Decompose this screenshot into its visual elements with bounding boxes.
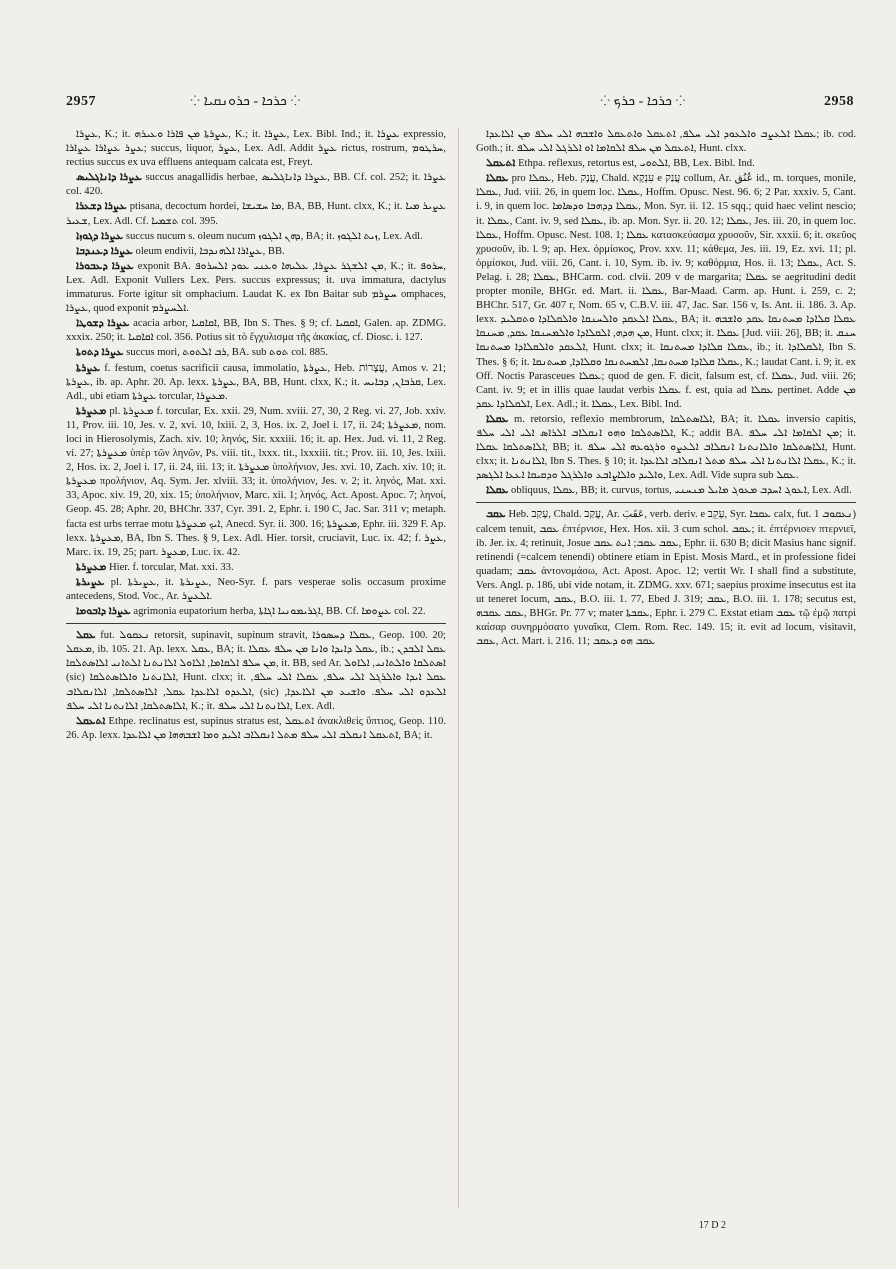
dictionary-entry — [476, 128, 856, 156]
dictionary-entry — [66, 576, 446, 604]
entry-text: exponit BA. ܡܢ ܐܠܫܓܪ ܥܨܪܐ, ܥܠܝܗܐ ܘܥܢܝ ܥܘܕ ܐܠܚܪܘܦ, K.; it. ܚܪܘܦ, Lex. Adl. Exponit Vullers Lex. Pers. succus expressus; it. uva immatura, dactylus immaturus. Forte igitur sit omphacium. Laudat K. ex Ibn Baitar sub ܚܨܪܡ omphaces, ܥܨܪܐ, quod exponit ܐܠܚܨܪܡ. — [66, 260, 446, 315]
left-page-number: 2957 — [66, 94, 96, 109]
entry-text: Hier. f. torcular, Mat. xxi. 33. — [109, 561, 234, 573]
page-header — [60, 92, 856, 118]
entry-text: succus anagallidis herbae, ܥܨܪܐ ܕܐܢܐܓܠܝܣ, BB. Cf. col. 252; it. ܥܨܪܐ col. 420. — [66, 172, 446, 198]
dictionary-entry — [66, 260, 446, 316]
dictionary-entry — [476, 172, 856, 412]
entry-text: pro ܥܩܠܐ, Heb. עֲנָק, Chald. עִנְקָא e עֲנַק collum, Ar. عُنُق id., m. torques, monile, ܥܩܠܐ, Jud. viii. 26, in quem loc. ܥܩܠܐ, Hoffm. Opusc. Nest. 96. 6; 2 Par. xxxiv. 5, Cant. i. 9, in quem loc. ܥܩܠܐ ܕܕܗܒܐ ܘܕܣܐܡܐ, Mon. Syr. ii. 12. 15 sqq.; quid haec velint nescio; it. ܥܩܠܐ, Cant. iv. 9, sed ܥܩܠܐ, ib. ap. Mon. Syr. ii. 20. 12; ܥܩܠܐ, Jes. iii. 20, in quem loc. ܥܩܠܐ, Hoffm. Opusc. Nest. 108. 1; ܥܩܠܐ κατασκεύασμα χρυσοῦν, Sir. xxxii. 6; it. σκεῦος χρυσοῦν, ib. l. 9; ap. Hex. ὁρμίσκος, Prov. xxv. 11; κάθεμα, Jes. iii. 19, Ez. xvi. 11; pl. ὁρμίσκοι, Jud. viii. 26, Cant. i. 10, Sym. ib. iv. 9; καθόρμια, Hos. ii. 13; ܥܩܠܐ, Act. S. Pelag. i. 28; ܥܩܠܐ, BHCarm. cod. clvii. 209 v de margarita; ܥܩܠܐ se aegritudini dedit propter monile, BHGr. ed. Mart. ii. ܥܩܠܐ, Bar-Maad. Carm. ap. Hunt. i. 259, c. 2; BHChr. 517, Gr. 407 r, Nom. 65 v, C.B.V. iii. 47, Jac. Sar. 156 v, Is. Ant. ii. 186. 3. Ap. lexx. ܥܩܠܐ ܐܠܥܩܕ ܘܐܠܚܢܩܐ ܘܐܠܩܠܐܕܐ ܘܬܩܠܝܕ, BA; it. ܥܩܠܐ ܩܠܐܕܐ ܡܚܬܢܩܐ ܥܩܕ ܘܐܫܒܗ ܡܢ ܗܕܗ, ܐܠܩܠܐܕܐ ܘܐܠܡܚܢܩܐ ܥܩܕ, ܡܚܢܩܐ, Hunt. clxx; it. ܥܩܠܐ [Jud. viii. 26], BB; it. ܚܢܩ ܐܠܥܩܕ ܘܐܠܩܠܐܕܐ ܡܚܬܢܩܐ, Hunt. clxx; it. ܥܩܠܐ ܩܠܐܕܐ ܡܚܬܢܩܐ, ib.; it. ܐܠܩܠܐܕܐ, Ibn S. Thes. § 6; it. ܥܩܠܐ ܩܠܐܕܐ ܡܚܬܢܩܐ, ܐܠܡܚܬܢܩܐ ܘܩܠܐܕܐ, ܡܚܬܢܩܐ, K.; laudat Cant. i. 9; it. ex Off. Noctis Parasceues ܥܩܠܐ; quod de gen. F. dicit, falsum est, cf. ܥܩܠܐ, Jud. viii. 26; Cant. iv. 9; et in illis quae laudat verbis ܥܩܠܐ f. est, quia ad ܥܩܠܐ pertinet. Adde ܡܢ ܐܠܩܠܐܕܐ ܥܩܕ, Lex. Adl.; it. ܥܩܠܐ, Lex. Bibl. Ind. — [476, 173, 856, 410]
entry-text: m. retorsio, reflexio membrorum, ܐܠܐܣܬܠܩܐ, BA; it. ܥܩܠܐ inversio capitis, ܐܠܐܣܬܠܩܐ ܘܗܘ ܐܢܩܠܐܒ ܐܠܪܐܣ ܐܠܝ ܐܠܝ ܚܠܦ, K.; addit BA. ܡܢ ܐܠܩܐܡܐ ܐܠܝ ܚܠܦ; it. ܐܠܐܣܬܠܩܐ ܥܩܠܐ, BB; it. ܐܠܐܣܬܠܩܐ ܘܐܠܐܢܬܢܐ ܐܢܩܠܐܒ ܐܠܥܨܘ ܘܪܓܘܥܗ ܐܠܝ ܚܠܦ, Hunt. clxx; it. ܐܠܐܢܬܢܐ, Ibn S. Thes. § 10; it. ܥܩܠܐ ܐܠܐܢܬܢܐ ܐܠܝ ܚܠܦ ܡܬܠ ܐܢܩܠܐܒ ܐܠܐܥܕܐ, K.; it. ܘܐܠܝܕ ܘܐܠܐܨܐܒܥ ܘܐܠܪܓܠ ܘܕܩܝܩܐ ܐܥܥܐ ܐܠܓܣܕ, Lex. Adl. Vide supra sub ܥܩܠ. — [476, 413, 856, 482]
entry-lemma: ܥܩܠ — [76, 630, 96, 642]
entry-text: f. festum, coetus sacrificii causa, immolatio, ܥܨܪܬܐ, Heb. עֲצָרוֹת, Amos v. 21; ܥܨܪܬܐ, ib. ap. Aphr. 20. Ap. lexx. ܥܨܪܬܐ, BA, BB, Hunt. clxx, K.; it. ܩܪܒܐܢ, ܕܒܐܝܚ, Lex. Adl., ubi etiam ܥܨܪܬܐ torcular, ܡܥܨܪܐ. — [66, 362, 446, 402]
entry-lemma: ܥܨܪܐ ܕܥܢܕܒܐ — [76, 245, 133, 257]
section-rule — [66, 623, 446, 624]
dictionary-entry — [66, 561, 446, 575]
entry-text: ܥܩܠܐ ܐܠܥܨܒ ܘܐܠܥܘܕ ܐܠܝ ܚܠܦ, ܐܬܥܩܠ ܘܐܬܥܩܠ ܘܐܫܒܗ ܐܠܝ ܚܠܦ ܡܢ ܐܠܐܥܕܐ; ib. cod. Goth.; it. ܐܬܥܩܠ ܡܢ ܚܠܦ ܐܠܩܐܡܐ ܐܘ ܐܠܪܓܠ ܐܠܝ ܚܠܦ, Hunt. clxx. — [476, 129, 856, 155]
entry-lemma: ܐܬܥܩܠ — [486, 158, 516, 170]
entry-lemma: ܡܥܨܪܬܐ — [76, 561, 107, 573]
entry-text: pl. ܡܥܨܪܬܐ f. torcular, Ex. xxii. 29, Num. xviii. 27, 30, 2 Reg. vi. 27, Job. xxiv. 11, Prov. iii. 10, Jes. v. 2, xvi. 10, lxiii. 2, 3, Hos. ix. 2, Joel i. 17, ii. 24; ܡܥܨܪܬܐ, nom. loci in Hierosolymis, Zach. xiv. 10; ληνός, Sir. xxxiii. 16; it. ap. Hex. Jud. vi. 11, 2 Reg. vi. 27; ܡܥܨܪܬܐ ὑπὲρ τῶν ληνῶν, Ps. viii. tit., lxxx. tit., lxxxiii. tit.; Prov. iii. 10, Jes. lxiii. 2, Hos. ix. 2, Joel i. 17, ii. 24, iii. 13; it. ܡܥܨܪܬܐ ὑπολήνιον, Jes. xvi. 10, Zach. xiv. 10; it. ܡܥܨܪܬܐ προλήνιον, Aq. Sym. Jer. xlviii. 33; it. ὑπολήνιον, Jes. v. 2; it. ληνός, Mat. xxi. 33, Apoc. xiv. 19, 20, xix. 15; ὑπολήνιον, Marc. xii. 1; ληνός, Act. Apost. Apoc. 7; ληνοί, Geop. 45. 28; Aphr. 20, BHChr. 337, Cyr. 391. 2, Ephr. i. 190 C, Jac. Sar. 311 v; metaph. facta est urbs terrae motu ܐܝܟ ܡܥܨܪܬܐ, Anecd. Syr. ii. 300. 16; ܡܥܨܪܬܐ, Ephr. iii. 329 F. Ap. lexx. ܡܥܨܪܬܐ, BA, Ibn S. Thes. § 9, Lex. Adl. Hier. torsit, cruciavit, Luc. ix. 42; f. ܥܨܪ, Marc. ix. 19, 25; part. ܡܥܨܪ, Luc. ix. 42. — [66, 405, 446, 558]
right-column — [476, 128, 856, 1218]
right-page-number: 2958 — [824, 94, 854, 109]
dictionary-entry — [476, 413, 856, 483]
entry-text: agrimonia eupatorium herba, ܐܓܪܝܡܘܢܝܐ ܐܓܐܬܐ, BB. Cf. ܥܨܘܡܐ col. 22. — [133, 606, 426, 618]
entry-lemma: ܥܨܪܐ ܕܐܒܘܡܐ — [76, 606, 131, 618]
dictionary-entry — [66, 405, 446, 560]
entry-text: succus nucum s. oleum nucum ܕܗܢ ܐܠܓܘܙ, BA; it. ܙܝܬ ܐܠܓܘܙ, Lex. Adl. — [125, 230, 423, 242]
dictionary-entry — [66, 346, 446, 360]
entry-lemma: ܥܨܪܐ ܕܫܥܪܐ — [76, 201, 127, 213]
dictionary-entry — [66, 230, 446, 244]
entry-text: fut. ܢܥܩܘܠ retorsit, supinavit, supinum stravit, ܥܩܠܐ ܕܚܣܘܪܐ, Geop. 100. 20; ܡܥܩܠ, ib. 105. 21. Ap. lexx. ܥܩܠ, BA; it. ܥܩܠ ܕܐܝܕܐ ܘܐܢܐ ܡܢ ܚܠܦ ܥܩܠܐ, ib.; ܥܩܠ ܐܠܒܕܢ ܡܢ ܚܠܦ ܐܠܩܐܡܐ, ܐܠܐܘܠ ܐܠܐܢܬܢܐ ܐܠܬܐܢܝ ܐܠܐܣܬܠܩܐ, it. BB, sed Ar. ܐܣܬܠܩܐ ܘܐܠܬܐܢܝ, ܐܠܐܘܠ (sic) ܐܠܐܢܬܢܐ ܘܐܠܐܣܬܠܩܐ, Hunt. clxx; it. ܥܩܠ ܐܝܕܐ ܘܐܠܪܓܠ ܐܠܝ ܚܠܦ, ܥܩܠܐ ܐܠܝ ܚܠܦ, ܐܠܥܕܘ ܐܠܐܥܕܐ ܥܩܠ, ܐܠܐܣܬܠܩܐ, ܐܠܐܢܩܠܐܒ, (sic) ܐܠܥܕܘ ܐܠܝ ܚܠܦ. ܘܐܫܝܥ ܡܢ ܐܠܐܥܕܐ, ܐܠܐܣܬܠܩܐ, ܐܠܐܢܬܢܐ ܐܠܝ ܚܠܦ, K.; it. ܐܠܐܢܬܢܐ ܐܠܝ ܚܠܦ, Lex. Adl. — [66, 630, 446, 712]
dictionary-entry — [66, 605, 446, 619]
dictionary-entry — [66, 245, 446, 259]
entry-lemma: ܥܨܪܬܐ — [76, 362, 101, 374]
column-divider — [458, 128, 459, 1208]
entry-lemma: ܥܨܪܐ ܕܫܘܛܐ — [76, 318, 130, 330]
dictionary-entry — [66, 200, 446, 228]
dictionary-entry — [66, 317, 446, 345]
dictionary-entry — [66, 128, 446, 170]
entry-text: obliquus, ܥܩܠܐ, BB; it. curvus, tortus, ܐܥܘܓ ܐܚܕܒ ܡܥܘܓ ܡܐܝܠ ܡܢܚܢܝ, Lex. Adl. — [511, 485, 852, 497]
dictionary-entry — [66, 629, 446, 714]
dictionary-entry — [476, 484, 856, 498]
dictionary-entry — [476, 157, 856, 171]
dictionary-entry — [66, 362, 446, 404]
right-running-head: ⁘ ܟܪܟܐ - ܟܪܟ ⁘ — [600, 94, 686, 109]
entry-text: ܥܨܪܐ, K.; it. ܥܨܪܬܐ ܡܢ ܦܐܪܐ ܘܥܝܪܗ, K.; it. ܥܨܪܐ, Lex. Bibl. Ind.; it. ܥܨܪܐ expressio, ܥܨܪ ܥܨܐܪܐ ܥܨܐܪܐ; succus, liquor, ܥܨܪ, Lex. Adl. Addit ܥܨܪ rictus, rostrum, ܚܪܛܘܡ, rectius succus ex uva effluens antequam calcata est, Freyt. — [66, 129, 446, 169]
section-rule — [476, 502, 856, 503]
entry-lemma: ܡܥܨܪܬܐ — [76, 405, 107, 417]
entry-text: oleum endivii, ܥܨܐܪܐ ܐܠܗܢܕܒܐ, BB. — [135, 245, 285, 257]
dictionary-entry — [66, 715, 446, 743]
entry-lemma: ܥܨܪܐ ܕܓܘܙܐ — [76, 230, 124, 242]
dictionary-entry — [66, 171, 446, 199]
entry-lemma: ܥܨܪܐ ܕܐܢܐܓܠܝܣ — [76, 172, 142, 184]
entry-lemma: ܥܨܪܐ ܕܥܒܘܪܐ — [76, 260, 134, 272]
entry-lemma: ܥܩܒ — [486, 509, 506, 521]
entry-text: Heb. עָקַב, Chald. עֲקַב, Ar. عَقَبَ, verb. deriv. e עָקֵב, Syr. ܥܩܒܐ calx, fut. ܢܥܩܘܒ 1) calcem tenuit, ܥܩܒ ἐπτέρνισε, Hex. Hos. xii. 3 cum schol. ܥܩܒ; it. ἐπτέρνισεν πτερνιεῖ, ib. Jer. ix. 4; retinuit, Josue ܥܩܒ ܥܩܒ; ܐܢܬ ܥܩܒ, Ephr. ii. 630 B; dicit Masius hanc signif. retinendi (=calcem tenendi) obtinere etiam in Epist. Mosis Mard., et in professione fidei quadam; ܥܩܒ ἀντονομάσω, Act. Apost. Apoc. 12; vertit Wr. I shall find a substitute, Vers. Angl. p. 186, ubi vide notam, it. ZDMG. xxv. 671; saepius proxime insecutus est ita ut teneret locum, ܥܩܒ, B.O. iii. 1. 77, Ebed J. 319; ܥܩܒ, B.O. iii. 1. 178; secutus est, ܥܩܒ ܥܩܒܗ, BHGr. Pr. 77 v; mater ܥܩܒܬܐ, Ephr. i. 279 C. Exstat etiam ܥܩܒ τῷ ἐμῷ πατρὶ καίσαρ συνηρμόσατο γυναῖκα, Clem. Rom. Rec. 149. 15; it. evit ad locum, visitavit, ܥܩܒ, Act. Mart. i. 216. 11; ܥܩܒ ܗܘ ܕܥܩܒ — [476, 509, 856, 648]
entry-text: Ethpa. reflexus, retortus est, ܐܠܬܘܝ, BB, Lex. Bibl. Ind. — [518, 158, 755, 170]
entry-lemma: ܥܨܪܐ ܕܬܘܬܐ — [76, 347, 124, 359]
entry-lemma: ܥܩܠܐ — [486, 413, 509, 425]
entry-lemma: ܥܩܠܐ — [486, 173, 509, 185]
entry-text: acacia arbor, ܐܩܐܩܝܐ, BB, Ibn S. Thes. § 9; cf. ܐܩܩܝܐ, Galen. ap. ZDMG. xxxix. 250; it. ܐܩܐܩܝܐ col. 356. Potius sit τὸ ἔγχυλισμα τῆς ἀκακίας, cf. Diosc. i. 127. — [66, 318, 446, 344]
left-running-head: ⁘ ܟܪܟܐ - ܟܪܘܢܩܝܐ ⁘ — [190, 94, 301, 109]
dictionary-entry — [476, 508, 856, 649]
entry-lemma: ܥܩܠܐ — [486, 485, 509, 497]
entry-text: pl. ܥܨܝܪܬܐ, it. ܥܨܝܪܬܐ, Neo-Syr. f. pars vesperae solis occasum proxime antecedens, Stod. Voc., Ar. ܐܠܥܨܪ. — [66, 576, 446, 602]
entry-lemma: ܥܨܝܪܬܐ — [76, 576, 105, 588]
entry-lemma: ܐܬܥܩܠ — [76, 715, 106, 727]
entry-text: ptisana, decoctum hordei, ܡܐ ܚܫܝܫܐ, BA, BB, Hunt. clxx, K.; it. ܥܨܝܪ ܡܝܐ ܫܥܝܪ, Lex. Adl. Cf. ܬܫܡܝܐ col. 395. — [66, 201, 446, 227]
signature-mark: 17 D 2 — [698, 1220, 726, 1231]
left-column — [66, 128, 446, 1218]
entry-text: succus mori, ܪܒ ܐܠܬܘܬ, BA. sub ܬܘܬ col. 885. — [126, 347, 329, 359]
entry-text: Ethpe. reclinatus est, supinus stratus est, ܐܬܥܩܠ ἀνακλιθεὶς ὕπτιος, Geop. 110. 26. Ap. lexx. ܐܬܥܩܠ ܐܢܩܠܒ ܐܠܝ ܚܠܦ ܡܬܠ ܐܢܩܠܐܒ ܐܠܝܕ ܘܡܐ ܐܫܒܗܗܐ ܡܢ ܐܠܐܥܕܐ, BA; it. — [66, 715, 446, 741]
